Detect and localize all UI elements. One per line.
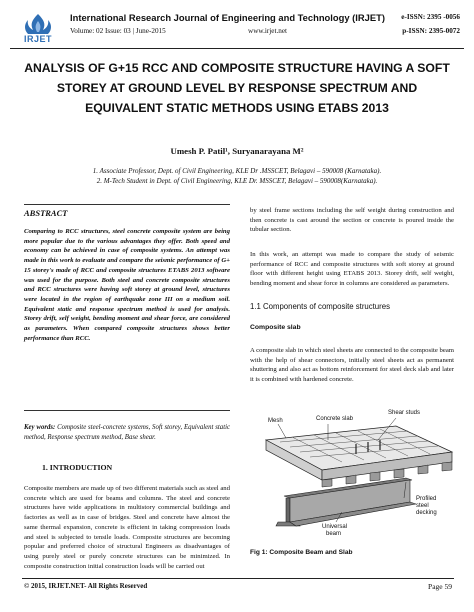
header-divider (10, 48, 464, 49)
abstract-section (24, 204, 230, 411)
journal-header (10, 10, 464, 48)
introduction-text: Composite members are made up of two different materials such as steel and concrete which are used for beams and columns. The steel and concrete structures have wide applications in multistory commercial buildings and factories as well as in case of bridges. Steel and concrete have almost the same thermal expansion, concrete is efficient in taking compression loads and steel is subjected to tensile loads. Composite structures are becoming popular and preferred choice of structural Engineers as disadvantages of using purely steel or purely concrete structures can be minimized. In composite construction initial construction loads will be carried out (24, 485, 230, 570)
composite-slab-diagram (256, 400, 456, 540)
figure-caption: Fig 1: Composite Beam and Slab (250, 549, 353, 556)
body-paragraph-3: A composite slab in which steel sheets are connected to the composite beam with the help of shear connectors, initially steel sheets act as permanent shuttering and also act as bottom reinforcement for steel deck slab and later it is combined with hardened concrete. (250, 347, 454, 384)
keywords-label: Key words: (24, 424, 56, 431)
body-paragraph-2: In this work, an attempt was made to compare the study of seismic performance of RCC and composite structures with soft storey at ground floor with different height using ETABS 2013. Storey drift, self weight, bending moment and shear force in columns are considered as parameters. (250, 251, 454, 288)
figure-label-decking: decking (416, 510, 437, 516)
paper-title: ANALYSIS OF G+15 RCC AND COMPOSITE STRUCTURE HAVING A SOFT STOREY AT GROUND LEVEL BY RESPONSE SPECTRUM AND EQUIVALENT STATIC METHODS USING ETABS 2013 (24, 61, 450, 115)
figure-label-profiled: Profiled (416, 496, 437, 502)
figure-label-mesh: Mesh (268, 418, 283, 424)
keywords-text: Composite steel-concrete systems, Soft storey, Equivalent static method, Response spectrum method, Base shear. (24, 424, 230, 441)
figure-label-concrete-slab: Concrete slab (316, 416, 354, 422)
journal-title: International Research Journal of Engineering and Technology (IRJET) (70, 12, 385, 23)
journal-volume: Volume: 02 Issue: 03 | June-2015 (70, 27, 166, 35)
author-affiliations (0, 166, 474, 186)
figure-label-universal: Universal (322, 524, 348, 530)
introduction-heading: 1. INTRODUCTION (42, 463, 113, 472)
abstract-heading: ABSTRACT (24, 208, 68, 218)
keywords (24, 423, 230, 443)
abstract-text: Comparing to RCC structures, steel concrete composite system are being more popular due to the various advantages they offer. Both speed and economy can be achieved in case of composite systems. An attempt was made in this work to evaluate and compare the seismic performance of G+ 15 storey's made of RCC and composite structures ETABS 2013 software was used for the purpose. Both steel and concrete composite structures and RCC structures were having soft storey at ground level, structures were located in the region of earthquake zone III on a medium soil. Equivalent static and response spectrum method is used for analysis. Storey drift, self weight, bending moment and shear force, are considered as parameters. When compared composite structures shows better performance than RCC. (24, 228, 230, 342)
footer-copyright: © 2015, IRJET.NET- All Rights Reserved (24, 582, 148, 590)
affiliation-2: 2. M-Tech Student in Dept. of Civil Engineering, KLE Dr. MSSCET, Belagavi – 590008(Karnataka). (96, 177, 378, 185)
footer-divider (22, 578, 454, 579)
figure-label-steel: steel (416, 503, 429, 509)
e-issn: e-ISSN: 2395 -0056 (401, 13, 460, 21)
section-1-1-heading: 1.1 Components of composite structures (250, 302, 390, 311)
p-issn: p-ISSN: 2395-0072 (402, 27, 460, 35)
paper-authors: Umesh P. Patil¹, Suryanarayana M² (170, 146, 304, 156)
journal-logo (18, 12, 58, 48)
composite-beam-figure (256, 400, 456, 540)
affiliation-1: 1. Associate Professor, Dept. of Civil Engineering, KLE Dr .MSSCET, Belagavi – 590008 (Karnataka). (92, 167, 382, 175)
journal-website: www.irjet.net (248, 27, 288, 35)
logo-text: IRJET (23, 34, 52, 44)
composite-slab-heading: Composite slab (250, 324, 301, 331)
figure-label-shear-studs: Shear studs (388, 410, 421, 416)
figure-label-beam: beam (326, 531, 342, 537)
logo-flame-icon (18, 12, 58, 36)
page-number: Page 59 (428, 582, 452, 591)
body-paragraph-1: by steel frame sections including the self weight during construction and then concrete is cast around the section or concrete is poured inside the tubular section. (250, 207, 454, 234)
